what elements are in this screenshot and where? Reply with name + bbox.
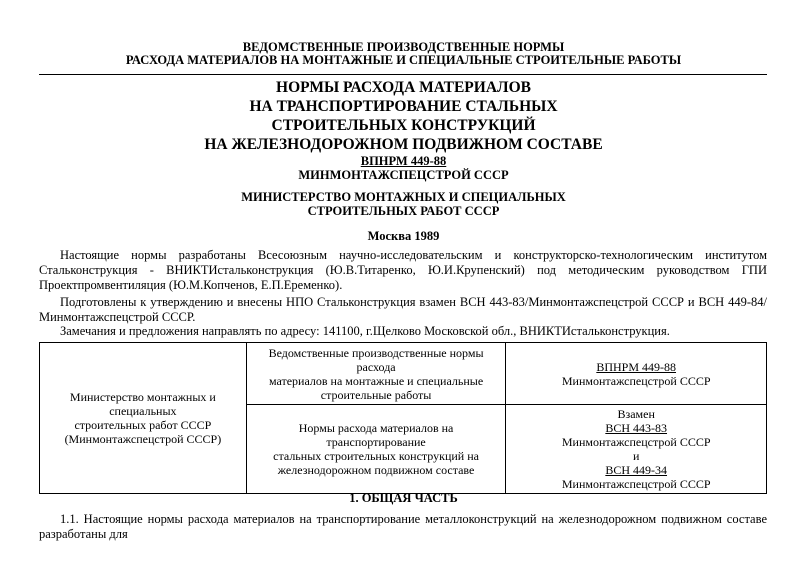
document-name-cell <box>246 405 506 494</box>
norms-code-org: Минмонтажспецстрой СССР <box>561 373 711 388</box>
header-line-1: ВЕДОМСТВЕННЫЕ ПРОИЗВОДСТВЕННЫЕ НОРМЫ <box>242 40 565 54</box>
replaced-org-2: Минмонтажспецстрой СССР <box>561 477 711 491</box>
norms-title-line-3: строительные работы <box>320 387 432 402</box>
document-name-line-1: Нормы расхода материалов на транспортирование <box>298 421 454 449</box>
replaces-cell <box>506 405 767 494</box>
title-line-2: НА ТРАНСПОРТИРОВАНИЕ СТАЛЬНЫХ <box>249 98 558 115</box>
ministry-cell-line-1: Министерство монтажных и специальных <box>69 390 216 418</box>
document-code-wrap <box>0 154 807 169</box>
norms-title-cell <box>246 343 506 405</box>
replaces-and: и <box>632 449 640 463</box>
ministry-line-2: СТРОИТЕЛЬНЫХ РАБОТ СССР <box>307 204 500 218</box>
replaced-org-1: Минмонтажспецстрой СССР <box>561 435 711 449</box>
city-year: Москва 1989 <box>367 229 440 243</box>
replaced-code-2: ВСН 449-34 <box>605 463 668 477</box>
document-code: ВПНРМ 449-88 <box>360 154 447 168</box>
document-name-line-3: железнодорожном подвижном составе <box>277 463 475 477</box>
ministry-cell-line-3: (Минмонтажспецстрой СССР) <box>64 432 222 446</box>
norms-title-line-1: Ведомственные производственные нормы расхода <box>268 345 484 374</box>
document-name-line-2: стальных строительных конструкций на <box>273 449 479 463</box>
norms-title-line-2: материалов на монтажные и специальные <box>268 373 484 388</box>
header-divider <box>39 74 767 75</box>
section-title: 1. ОБЩАЯ ЧАСТЬ <box>349 491 458 505</box>
norms-code: ВПНРМ 449-88 <box>596 359 677 374</box>
document-title <box>0 78 807 154</box>
norms-code-cell <box>506 343 767 405</box>
document-org: МИНМОНТАЖСПЕЦСТРОЙ СССР <box>298 168 509 182</box>
header-line-2: РАСХОДА МАТЕРИАЛОВ НА МОНТАЖНЫЕ И СПЕЦИАЛЬНЫЕ СТРОИТЕЛЬНЫЕ РАБОТЫ <box>125 53 682 67</box>
ministry-line-1: МИНИСТЕРСТВО МОНТАЖНЫХ И СПЕЦИАЛЬНЫХ <box>241 190 566 204</box>
replaces-label: Взамен <box>617 407 655 421</box>
replaced-code-1: ВСН 443-83 <box>605 421 668 435</box>
approval-table <box>39 342 767 494</box>
title-line-4: НА ЖЕЛЕЗНОДОРОЖНОМ ПОДВИЖНОМ СОСТАВЕ <box>204 136 603 153</box>
intro-paragraph-3: Замечания и предложения направлять по адресу: 141100, г.Щелково Московской обл., ВНИКТИстальконструкция. <box>60 324 670 338</box>
intro-paragraph-2: Подготовлены к утверждению и внесены НПО Стальконструкция взамен ВСН 443-83/Минмонтажспецстрой СССР и ВСН 449-84/Минмонтажспецстрой СССР. <box>39 295 767 324</box>
intro-paragraph-1: Настоящие нормы разработаны Всесоюзным научно-исследовательским и конструкторско-технологическим институтом Стальконструкция - ВНИКТИстальконструкция (Ю.В.Титаренко, Ю.И.Крупенский) под методическим руководством ГПИ Проектпромвентиляция (Ю.М.Копченов, Е.П.Еременко). <box>39 248 767 292</box>
table-row <box>40 343 767 405</box>
section-paragraph-1: 1.1. Настоящие нормы расхода материалов на транспортирование металлоконструкций на железнодорожном подвижном составе разработаны для <box>39 512 767 541</box>
title-line-3: СТРОИТЕЛЬНЫХ КОНСТРУКЦИЙ <box>271 117 536 134</box>
title-line-1: НОРМЫ РАСХОДА МАТЕРИАЛОВ <box>276 79 531 96</box>
ministry-cell <box>40 343 247 494</box>
ministry-cell-line-2: строительных работ СССР <box>74 418 212 432</box>
